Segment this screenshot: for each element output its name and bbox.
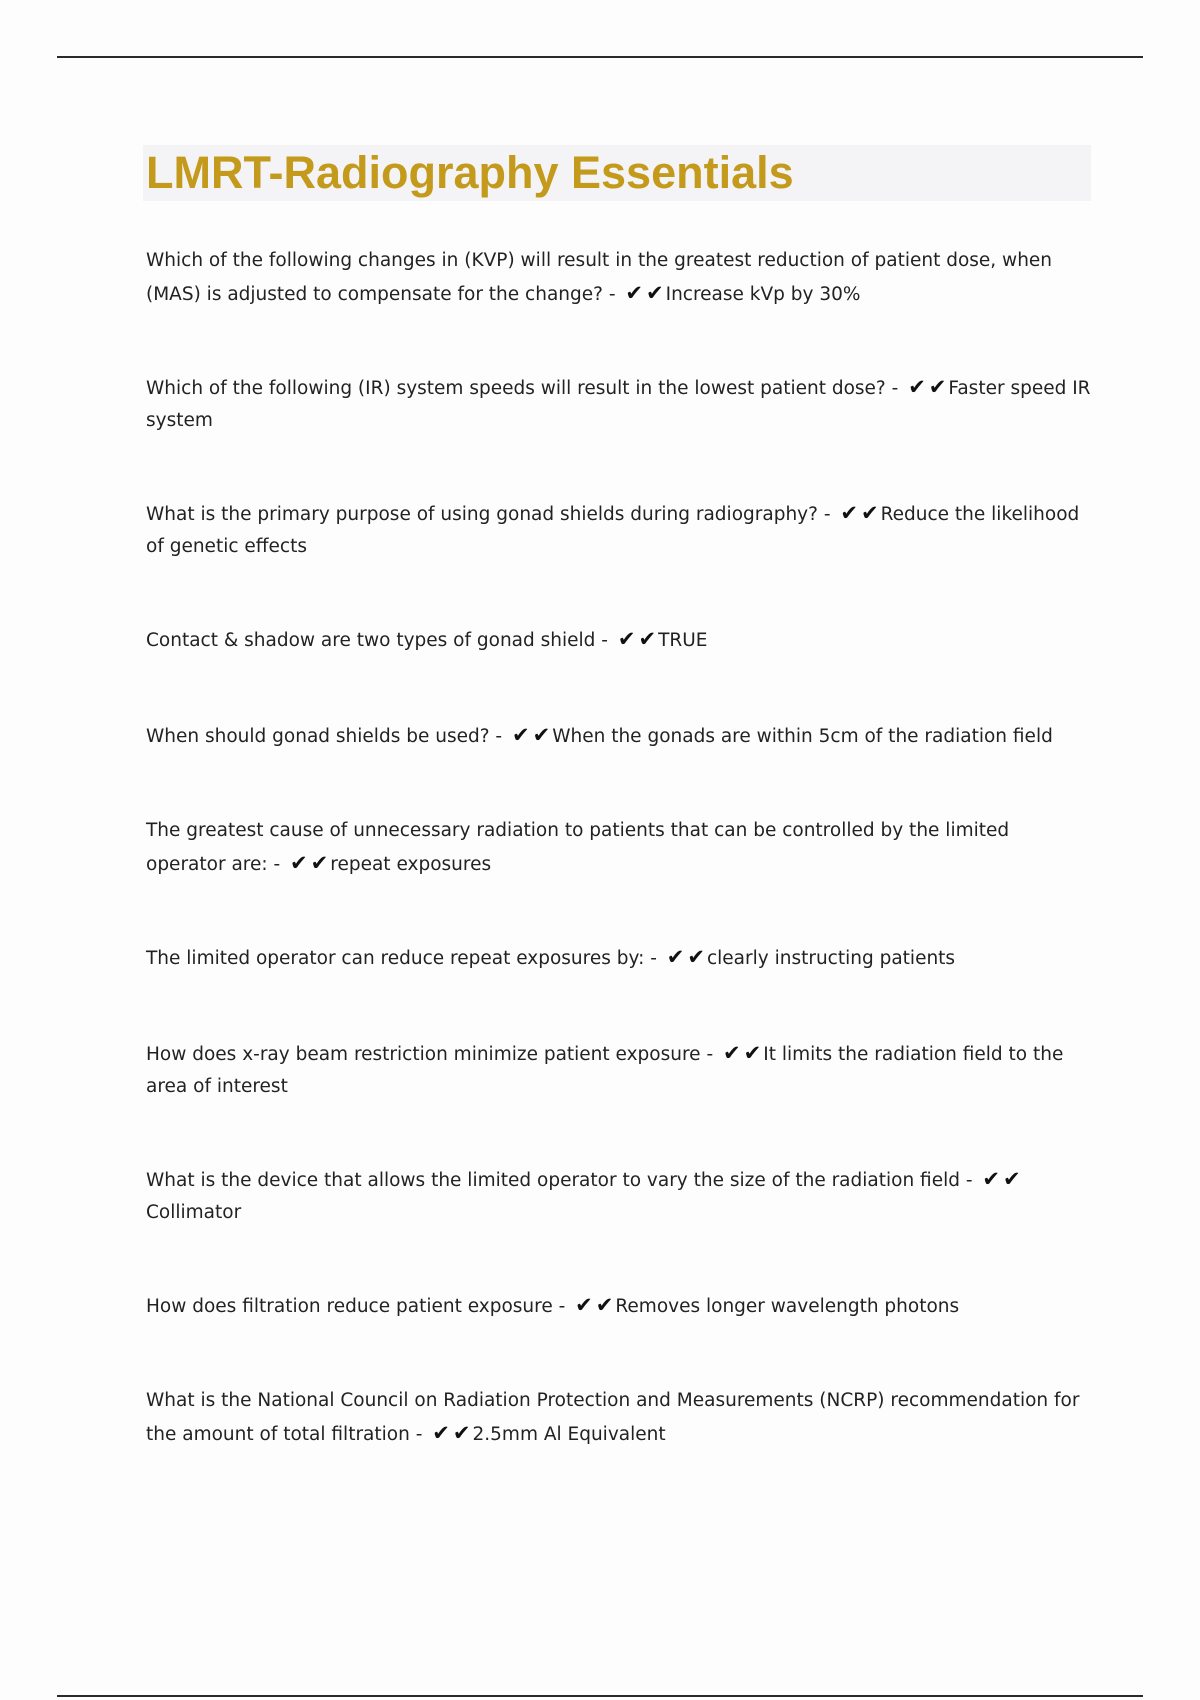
qa-item bbox=[146, 815, 1091, 881]
check-icon: ✔ bbox=[511, 723, 530, 747]
qa-item bbox=[146, 1037, 1091, 1103]
bottom-rule bbox=[57, 1695, 1143, 1697]
qa-item bbox=[146, 1163, 1091, 1229]
check-icon: ✔ bbox=[290, 851, 308, 875]
top-rule bbox=[57, 56, 1143, 58]
question-text: The limited operator can reduce repeat exposures by: - bbox=[146, 948, 657, 969]
question-text: How does x-ray beam restriction minimize patient exposure - bbox=[146, 1044, 714, 1065]
question-text: Contact & shadow are two types of gonad shield - bbox=[146, 630, 608, 651]
qa-item bbox=[146, 941, 1091, 975]
check-icon: ✔ bbox=[646, 281, 664, 305]
qa-item bbox=[146, 371, 1091, 437]
check-icon: ✔ bbox=[982, 1167, 1001, 1191]
check-icon: ✔ bbox=[638, 627, 657, 651]
answer-text: Increase kVp by 30% bbox=[665, 284, 861, 305]
question-text: Which of the following changes in (KVP) will result in the greatest reduction of patient dose, when (MAS) is adjusted to compensate for the change? - bbox=[146, 250, 1053, 305]
qa-item bbox=[146, 623, 1091, 657]
check-icon: ✔ bbox=[617, 627, 636, 651]
answer-text: It limits the radiation field to the area of interest bbox=[146, 1044, 1064, 1097]
question-text: How does filtration reduce patient exposure - bbox=[146, 1296, 566, 1317]
check-icon: ✔ bbox=[723, 1041, 741, 1065]
qa-list bbox=[146, 245, 1091, 1511]
check-icon: ✔ bbox=[310, 851, 329, 875]
check-icon: ✔ bbox=[908, 375, 926, 399]
question-text: Which of the following (IR) system speeds will result in the lowest patient dose? - bbox=[146, 378, 899, 399]
check-icon: ✔ bbox=[575, 1293, 593, 1317]
answer-text: Removes longer wavelength photons bbox=[615, 1296, 960, 1317]
question-text: The greatest cause of unnecessary radiation to patients that can be controlled by the limited operator are: - bbox=[146, 820, 1010, 875]
question-text: What is the primary purpose of using gonad shields during radiography? - bbox=[146, 504, 831, 525]
qa-item bbox=[146, 497, 1091, 563]
answer-text: TRUE bbox=[658, 630, 708, 651]
question-text: When should gonad shields be used? - bbox=[146, 726, 503, 747]
check-icon: ✔ bbox=[532, 723, 551, 747]
question-text: What is the device that allows the limited operator to vary the size of the radiation field - bbox=[146, 1170, 973, 1191]
check-icon: ✔ bbox=[666, 945, 685, 969]
answer-text: Collimator bbox=[146, 1202, 242, 1223]
document-title: LMRT-Radiography Essentials bbox=[146, 147, 794, 198]
answer-text: clearly instructing patients bbox=[706, 948, 956, 969]
qa-item bbox=[146, 245, 1091, 311]
check-icon: ✔ bbox=[595, 1293, 614, 1317]
check-icon: ✔ bbox=[928, 375, 947, 399]
check-icon: ✔ bbox=[840, 501, 858, 525]
check-icon: ✔ bbox=[1003, 1167, 1021, 1191]
answer-text: 2.5mm Al Equivalent bbox=[472, 1424, 666, 1445]
check-icon: ✔ bbox=[743, 1041, 762, 1065]
check-icon: ✔ bbox=[452, 1421, 471, 1445]
qa-item bbox=[146, 1385, 1091, 1451]
check-icon: ✔ bbox=[432, 1421, 450, 1445]
answer-text: repeat exposures bbox=[330, 854, 492, 875]
answer-text: Faster speed IR system bbox=[146, 378, 1091, 431]
check-icon: ✔ bbox=[625, 281, 644, 305]
question-text: What is the National Council on Radiation Protection and Measurements (NCRP) recommendation for the amount of total filtration - bbox=[146, 1390, 1080, 1445]
answer-text: When the gonads are within 5cm of the radiation field bbox=[552, 726, 1053, 747]
qa-item bbox=[146, 1289, 1091, 1323]
answer-text: Reduce the likelihood of genetic effects bbox=[146, 504, 1080, 557]
qa-item bbox=[146, 719, 1091, 753]
check-icon: ✔ bbox=[861, 501, 879, 525]
check-icon: ✔ bbox=[687, 945, 705, 969]
